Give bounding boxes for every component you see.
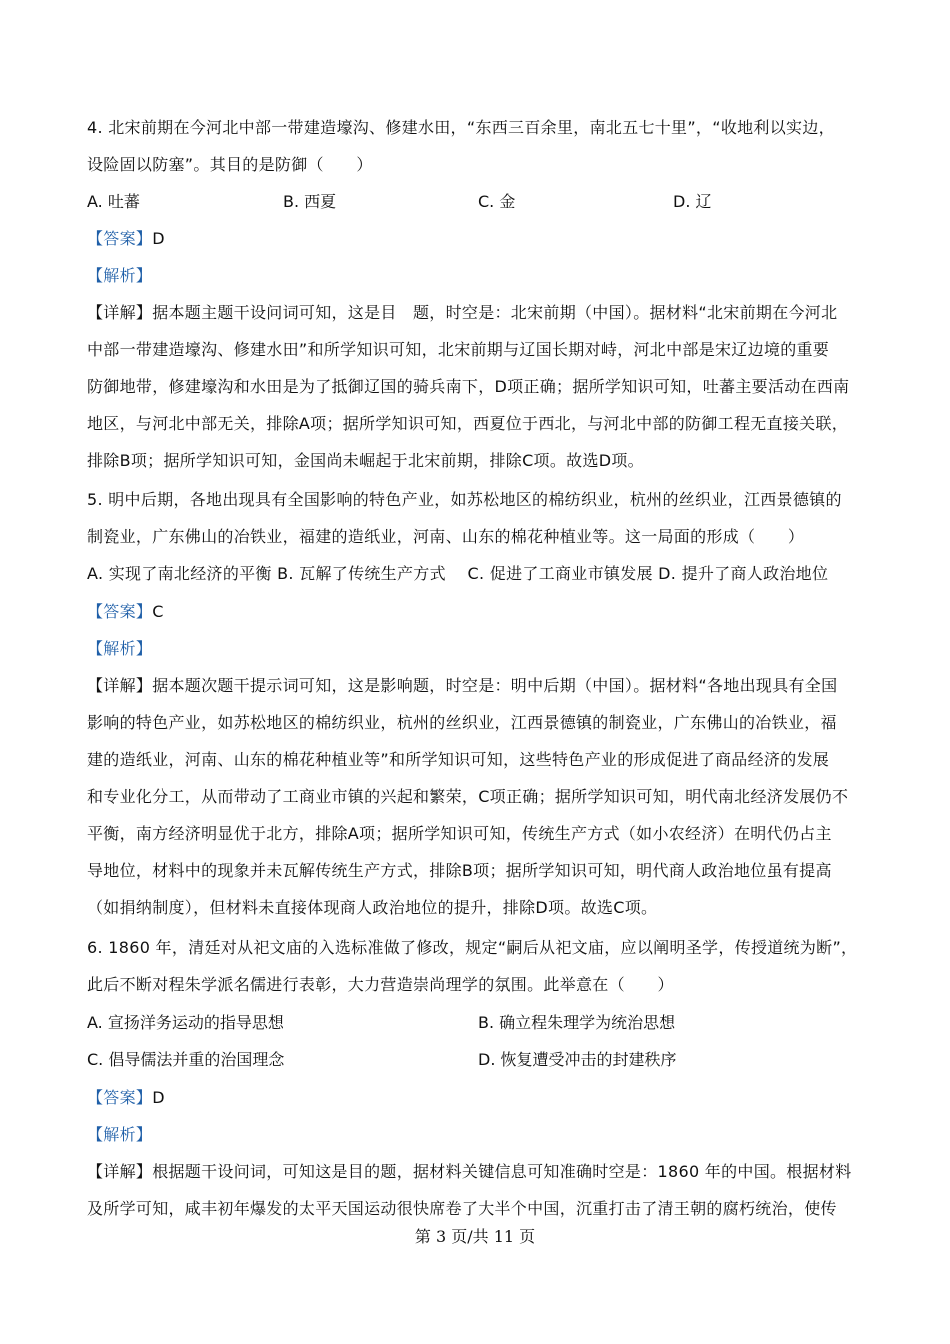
q5-stem-line-1: 5. 明中后期，各地出现具有全国影响的特色产业，如苏松地区的棉纺织业，杭州的丝织业，江西景德镇的	[87, 490, 842, 509]
q5-detail-line-7: （如捐纳制度），但材料未直接体现商人政治地位的提升，排除D项。故选C项。	[87, 898, 658, 917]
q4-detail-line-1	[87, 301, 870, 325]
q4-stem-line-2: 设险固以防塞”。其目的是防御（ ）	[87, 155, 373, 174]
q6-answer-label: 【答案】	[87, 1088, 153, 1107]
q5-stem-line-2: 制瓷业，广东佛山的冶铁业，福建的造纸业，河南、山东的棉花种植业等。这一局面的形成（ ）	[87, 527, 805, 546]
q6-analysis-label: 【解析】	[87, 1125, 153, 1144]
q5-analysis-label: 【解析】	[87, 639, 153, 658]
page-footer: 第 3 页/共 11 页	[414, 1227, 536, 1246]
q5-answer-value: C	[152, 602, 164, 621]
q4-stem-line-1: 4. 北宋前期在今河北中部一带建造壕沟、修建水田，“东西三百余里，南北五七十里”，“收地利以实边，	[87, 118, 835, 137]
q5-detail-line-1	[87, 674, 870, 698]
q5-detail-line-3: 建的造纸业，河南、山东的棉花种植业等”和所学知识可知，这些特色产业的形成促进了商品经济的发展	[87, 750, 830, 769]
q5-detail-line-2: 影响的特色产业，如苏松地区的棉纺织业，杭州的丝织业，江西景德镇的制瓷业，广东佛山的冶铁业，福	[87, 713, 837, 732]
q6-detail-text-1: 根据题干设问词，可知这是目的题，据材料关键信息可知准确时空是：1860 年的中国。根据材料	[152, 1162, 852, 1181]
q5-detail-line-6: 导地位，材料中的现象并未瓦解传统生产方式，排除B项；据所学知识可知，明代商人政治地位虽有提高	[87, 861, 832, 880]
q6-detail-line-1	[87, 1160, 870, 1184]
q5-answer	[87, 600, 870, 624]
q6-detail-line-2: 及所学可知，咸丰初年爆发的太平天国运动很快席卷了大半个中国，沉重打击了清王朝的腐朽统治，使传	[87, 1199, 837, 1218]
q6-option-b: B. 确立程朱理学为统治思想	[478, 1013, 676, 1032]
q4-options	[87, 190, 887, 214]
q5-detail-text-1: 据本题次题干提示词可知，这是影响题，时空是：明中后期（中国）。据材料“各地出现具有全国	[152, 676, 838, 695]
q4-detail-line-5: 排除B项；据所学知识可知，金国尚未崛起于北宋前期，排除C项。故选D项。	[87, 451, 644, 470]
q6-options-row-2	[87, 1048, 867, 1072]
q5-detail-line-5: 平衡，南方经济明显优于北方，排除A项；据所学知识可知，传统生产方式（如小农经济）在明代仍占主	[87, 824, 832, 843]
q5-options: A. 实现了南北经济的平衡 B. 瓦解了传统生产方式 C. 促进了工商业市镇发展 D. 提升了商人政治地位	[87, 564, 829, 583]
q5-answer-label: 【答案】	[87, 602, 153, 621]
q4-analysis-label: 【解析】	[87, 266, 153, 285]
q4-detail-line-2: 中部一带建造壕沟、修建水田”和所学知识可知，北宋前期与辽国长期对峙，河北中部是宋辽边境的重要	[87, 340, 830, 359]
q5-detail-line-4: 和专业化分工，从而带动了工商业市镇的兴起和繁荣，C项正确；据所学知识可知，明代南北经济发展仍不	[87, 787, 849, 806]
q6-detail-label: 【详解】	[87, 1162, 153, 1181]
q6-option-a: A. 宣扬洋务运动的指导思想	[87, 1013, 284, 1032]
q4-detail-line-4: 地区，与河北中部无关，排除A项；据所学知识可知，西夏位于西北，与河北中部的防御工程无直接关联，	[87, 414, 849, 433]
q5-detail-label: 【详解】	[87, 676, 153, 695]
q6-answer-value: D	[152, 1088, 165, 1107]
q4-detail-line-3: 防御地带，修建壕沟和水田是为了抵御辽国的骑兵南下，D项正确；据所学知识可知，吐蕃主要活动在西南	[87, 377, 850, 396]
q6-stem-line-2: 此后不断对程朱学派名儒进行表彰，大力营造崇尚理学的氛围。此举意在（ ）	[87, 975, 674, 994]
q6-stem-line-1: 6. 1860 年，清廷对从祀文庙的入选标准做了修改，规定“嗣后从祀文庙，应以阐明圣学，传授道统为断”，	[87, 938, 858, 957]
q4-option-d: D. 辽	[673, 192, 712, 211]
q6-option-c: C. 倡导儒法并重的治国理念	[87, 1050, 285, 1069]
q4-answer-value: D	[152, 229, 165, 248]
q4-detail-text-1: 据本题主题干设问词可知，这是目 题，时空是：北宋前期（中国）。据材料“北宋前期在今河北	[152, 303, 838, 322]
q4-option-c: C. 金	[478, 192, 516, 211]
q4-answer	[87, 227, 870, 251]
q4-option-b: B. 西夏	[283, 192, 337, 211]
q6-answer	[87, 1086, 870, 1110]
q4-detail-label: 【详解】	[87, 303, 153, 322]
q4-option-a: A. 吐蕃	[87, 192, 140, 211]
q4-answer-label: 【答案】	[87, 229, 153, 248]
q6-option-d: D. 恢复遭受冲击的封建秩序	[478, 1050, 677, 1069]
q6-options-row-1	[87, 1011, 867, 1035]
